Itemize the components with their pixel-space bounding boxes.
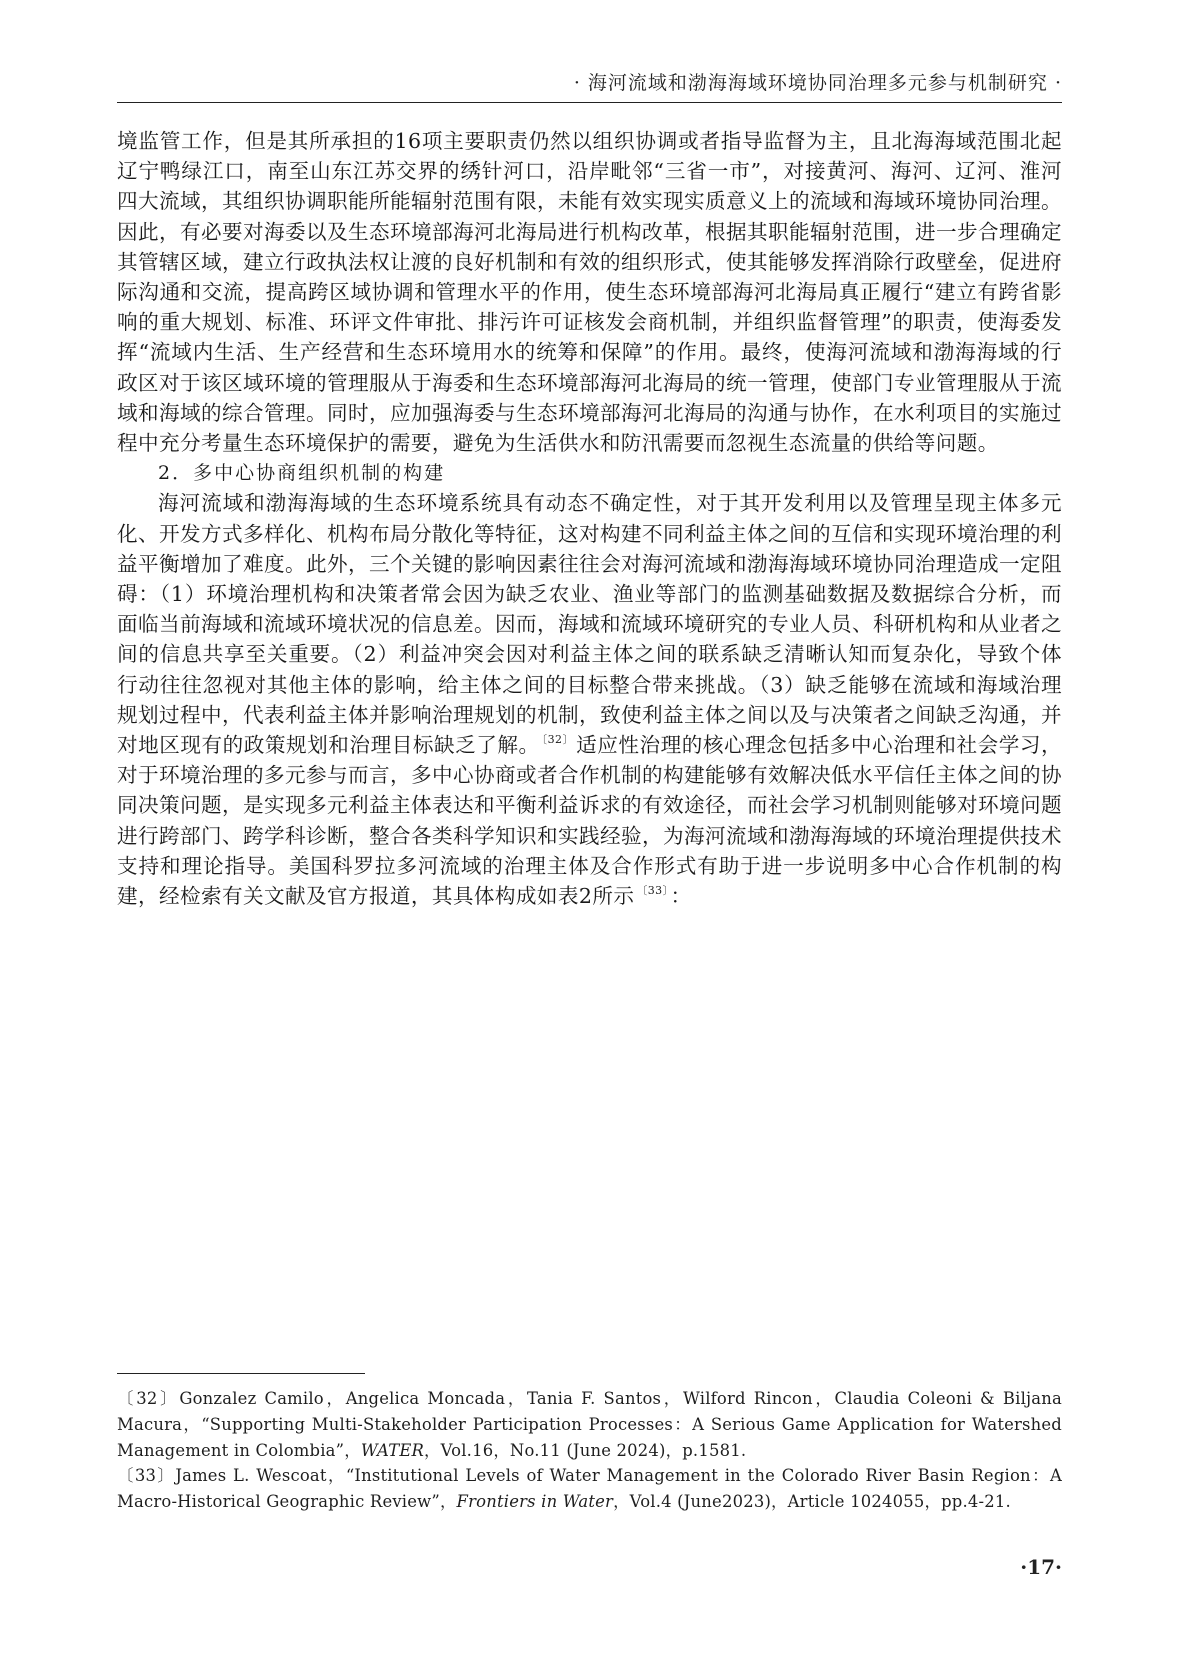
paragraph-text-part1: 海河流域和渤海海域的生态环境系统具有动态不确定性，对于其开发利用以及管理呈现主体多元化、开发方式多样化、机构布局分散化等特征，这对构建不同利益主体之间的互信和实现环境治理的利益平衡增加了难度。此外，三个关键的影响因素往往会对海河流域和渤海海域环境协同治理造成一定阻碍：（1）环境治理机构和决策者常会因为缺乏农业、渔业等部门的监测基础数据及数据综合分析，而面临当前海域和流域环境状况的信息差。因而，海域和流域环境研究的专业人员、科研机构和从业者之间的信息共享至关重要。（2）利益冲突会因对利益主体之间的联系缺乏清晰认知而复杂化，导致个体行动往往忽视对其他主体的影响，给主体之间的目标整合带来挑战。（3）缺乏能够在流域和海域治理规划过程中，代表利益主体并影响治理规划的机制，致使利益主体之间以及与决策者之间缺乏沟通，并对地区现有的政策规划和治理目标缺乏了解。 [117,491,1062,758]
paragraph-text-end: ： [670,884,692,909]
page-number: ·17· [1020,1555,1062,1579]
paragraph-text-part2: 适应性治理的核心理念包括多中心治理和社会学习，对于环境治理的多元参与而言，多中心协商或者合作机制的构建能够有效解决低水平信任主体之间的协同决策问题，是实现多元利益主体表达和平衡利益诉求的有效途径，而社会学习机制则能够对环境问题进行跨部门、跨学科诊断，整合各类科学知识和实践经验，为海河流域和渤海海域的环境治理提供技术支持和理论指导。美国科罗拉多河流域的治理主体及合作形式有助于进一步说明多中心合作机制的构建，经检索有关文献及官方报道，其具体构成如表2所示 [117,733,1062,909]
running-header [117,62,1062,103]
footnote-33-details: ，Vol.4 (June2023)，Article 1024055，pp.4-21. [613,1492,1011,1512]
running-title: · 海河流域和渤海海域环境协同治理多元参与机制研究 · [573,72,1062,94]
footnote-33 [117,1463,1062,1515]
paragraph-continued: 境监管工作，但是其所承担的16项主要职责仍然以组织协调或者指导监督为主，且北海海域范围北起辽宁鸭绿江口，南至山东江苏交界的绣针河口，沿岸毗邻“三省一市”，对接黄河、海河、辽河、淮河四大流域，其组织协调职能所能辐射范围有限，未能有效实现实质意义上的流域和海域环境协同治理。因此，有必要对海委以及生态环境部海河北海局进行机构改革，根据其职能辐射范围，进一步合理确定其管辖区域，建立行政执法权让渡的良好机制和有效的组织形式，使其能够发挥消除行政壁垒，促进府际沟通和交流，提高跨区域协调和管理水平的作用，使生态环境部海河北海局真正履行“建立有跨省影响的重大规划、标准、环评文件审批、排污许可证核发会商机制，并组织监督管理”的职责，使海委发挥“流域内生活、生产经营和生态环境用水的统筹和保障”的作用。最终，使海河流域和渤海海域的行政区对于该区域环境的管理服从于海委和生态环境部海河北海局的统一管理，使部门专业管理服从于流域和海域的综合管理。同时，应加强海委与生态环境部海河北海局的沟通与协作，在水利项目的实施过程中充分考量生态环境保护的需要，避免为生活供水和防汛需要而忽视生态流量的供给等问题。 [117,129,1062,456]
footnotes [117,1386,1062,1515]
footnote-33-text: 〔33〕James L. Wescoat，“Institutional Levels of Water Management in the Colorado River Basin Region：A Macro-Historical Geographic Review”， [117,1466,1062,1512]
footnote-32-details: ，Vol.16，No.11 (June 2024)，p.1581. [424,1440,747,1460]
footnote-32 [117,1386,1062,1463]
section-subheading: 2．多中心协商组织机制的构建 [158,462,446,485]
footnote-33-journal: Frontiers in Water [456,1492,614,1512]
footnote-32-text: 〔32〕Gonzalez Camilo，Angelica Moncada，Tania F. Santos，Wilford Rincon，Claudia Coleoni & Biljana Macura，“Supporting Multi-Stakeholder Participation Processes：A Serious Game Application for Watershed Management in Colombia”， [117,1389,1062,1460]
footnote-32-journal: WATER [360,1440,425,1460]
citation-33[interactable]: 〔33〕 [636,884,669,898]
citation-32[interactable]: 〔32〕 [541,733,575,747]
footnote-divider [117,1373,365,1374]
paragraph-polycentric [117,488,1062,911]
main-body [117,126,1062,911]
